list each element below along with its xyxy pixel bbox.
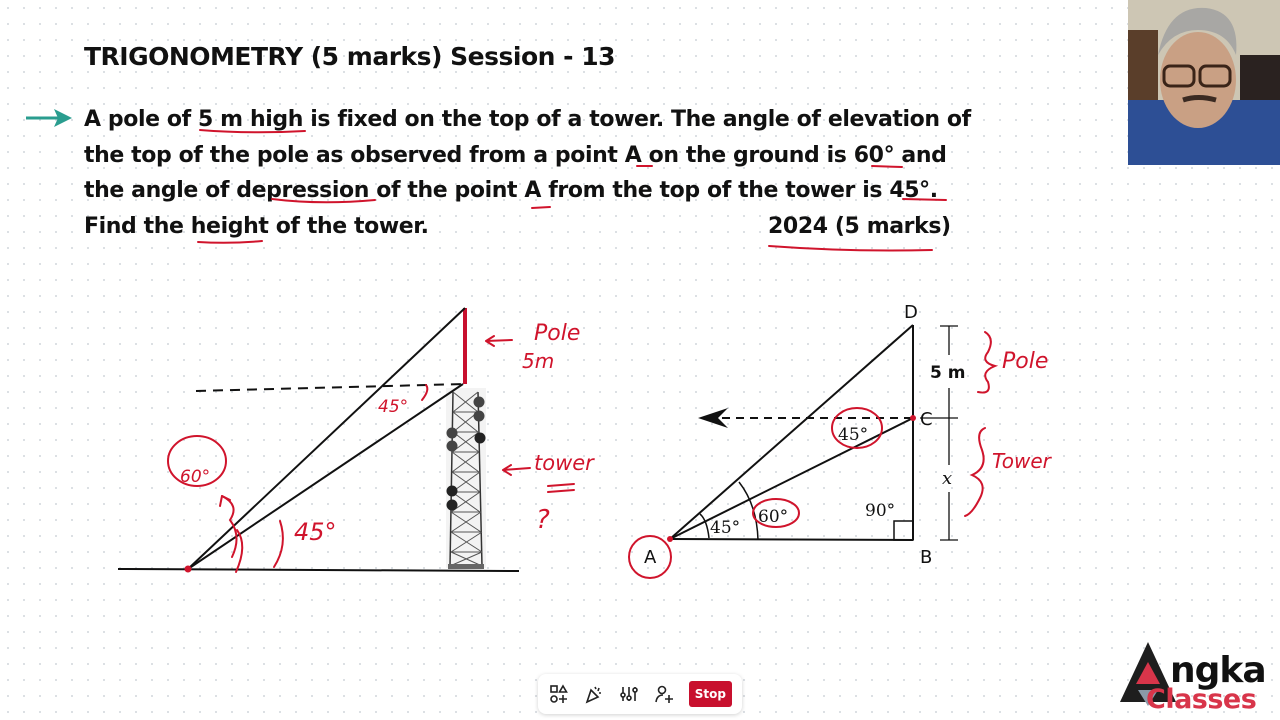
logo-bottom-text: Classes (1146, 684, 1257, 715)
slide-title: TRIGONOMETRY (5 marks) Session - 13 (84, 42, 615, 71)
celebrate-button[interactable] (583, 682, 604, 706)
presenter-video (1128, 0, 1280, 165)
angle-circled-60: 60° (180, 467, 211, 487)
tower-height-var: x (942, 468, 953, 489)
brace-pole-label: Pole (1002, 349, 1049, 374)
pole-length: 5 m (930, 363, 966, 383)
question-line-2: the top of the pole as observed from a point A on the ground is 60° and (84, 142, 947, 168)
angle-label-45-bottom: 45° (294, 518, 337, 546)
shapes-add-button[interactable] (548, 682, 569, 706)
vertex-C: C (920, 409, 933, 430)
tower-label: tower (534, 451, 594, 475)
angle-at-A-lower: 45° (710, 518, 741, 538)
right-angle-label: 90° (865, 501, 896, 521)
year-tag: 2024 (5 marks) (768, 213, 951, 239)
angle-at-A-upper: 60° (758, 507, 789, 527)
sliders-icon (619, 684, 639, 704)
angle-label-45-top: 45° (378, 397, 409, 417)
pole-length-label: 5m (522, 349, 555, 373)
question-line-3: the angle of depression of the point A from the top of the tower is 45°. (84, 178, 938, 203)
webcam-feed (1128, 0, 1280, 165)
shapes-add-icon (549, 684, 569, 704)
angle-at-C: 45° (838, 425, 869, 445)
add-person-button[interactable] (654, 682, 675, 706)
angka-classes-logo (1112, 636, 1280, 720)
question-line-1: A pole of 5 m high is fixed on the top of a tower. The angle of elevation of (84, 107, 971, 132)
stop-button[interactable]: Stop (689, 681, 732, 707)
sliders-button[interactable] (618, 682, 639, 706)
vertex-B: B (920, 547, 933, 568)
vertex-A: A (644, 547, 657, 568)
brace-tower-label: Tower (992, 449, 1051, 473)
recording-toolbar (538, 674, 742, 714)
celebrate-icon (584, 684, 604, 704)
logo-top-text: ngka (1170, 650, 1266, 691)
vertex-D: D (904, 302, 918, 323)
tower-unknown-mark: ? (536, 505, 550, 535)
question-line-4-text: Find the height of the tower. (84, 213, 429, 239)
add-person-icon (654, 684, 674, 704)
pole-label: Pole (534, 321, 581, 346)
